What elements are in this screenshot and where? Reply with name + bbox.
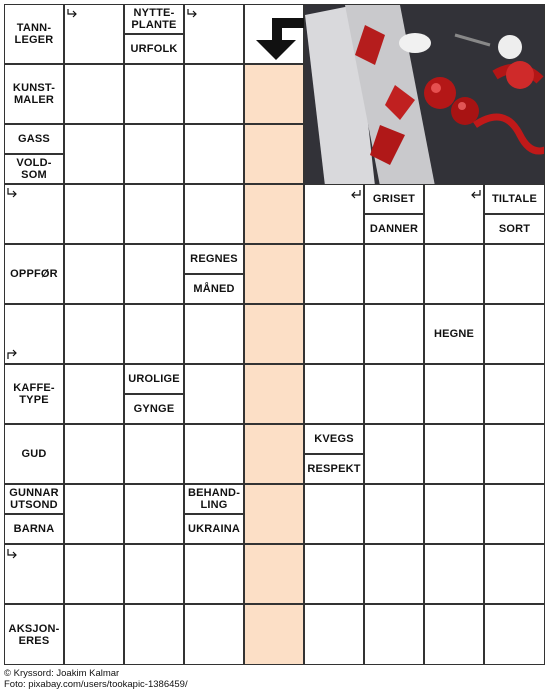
- clue-kaffetype: KAFFE- TYPE: [4, 364, 64, 424]
- answer-cell[interactable]: [124, 184, 184, 244]
- answer-cell[interactable]: [124, 424, 184, 484]
- answer-cell[interactable]: [184, 604, 244, 665]
- answer-cell[interactable]: [484, 304, 545, 364]
- arrow-left-down-icon: [469, 189, 481, 201]
- answer-cell[interactable]: [184, 124, 244, 184]
- clue-voldsom: VOLD- SOM: [4, 154, 64, 184]
- clue-tannleger: TANN- LEGER: [4, 4, 64, 64]
- solution-cell[interactable]: [244, 604, 304, 665]
- answer-cell[interactable]: [304, 484, 364, 544]
- clue-hegne: HEGNE: [424, 304, 484, 364]
- solution-cell[interactable]: [244, 64, 304, 124]
- answer-cell[interactable]: [184, 184, 244, 244]
- solution-cell[interactable]: [244, 544, 304, 604]
- solution-cell[interactable]: [244, 364, 304, 424]
- answer-cell[interactable]: [424, 604, 484, 665]
- answer-cell[interactable]: [424, 364, 484, 424]
- clue-urolige: UROLIGE: [124, 364, 184, 394]
- answer-cell[interactable]: [484, 244, 545, 304]
- answer-cell[interactable]: [364, 304, 424, 364]
- answer-cell[interactable]: [64, 544, 124, 604]
- answer-cell[interactable]: [124, 484, 184, 544]
- answer-cell[interactable]: [364, 424, 424, 484]
- crossword-board: [4, 4, 545, 665]
- clue-gynge: GYNGE: [124, 394, 184, 424]
- answer-cell[interactable]: [304, 604, 364, 665]
- clue-tiltale: TILTALE: [484, 184, 545, 214]
- arrow-down-right-icon: [7, 548, 19, 560]
- credit-photo: Foto: pixabay.com/users/tookapic-1386459/: [4, 679, 188, 690]
- answer-cell[interactable]: [64, 424, 124, 484]
- solution-cell[interactable]: [244, 304, 304, 364]
- clue-regnes: REGNES: [184, 244, 244, 274]
- answer-cell[interactable]: [64, 304, 124, 364]
- clue-aksjoneres: AKSJON- ERES: [4, 604, 64, 665]
- solution-cell[interactable]: [244, 124, 304, 184]
- clue-griset: GRISET: [364, 184, 424, 214]
- answer-cell[interactable]: [124, 304, 184, 364]
- clue-nytteplante: NYTTE- PLANTE: [124, 4, 184, 34]
- clue-danner: DANNER: [364, 214, 424, 244]
- solution-arrow-icon: [248, 14, 304, 62]
- answer-cell[interactable]: [64, 244, 124, 304]
- answer-cell[interactable]: [64, 484, 124, 544]
- answer-cell[interactable]: [424, 544, 484, 604]
- answer-cell[interactable]: [64, 184, 124, 244]
- answer-cell[interactable]: [304, 544, 364, 604]
- answer-cell[interactable]: [124, 544, 184, 604]
- christmas-ribbon-photo: [304, 4, 545, 185]
- answer-cell[interactable]: [184, 544, 244, 604]
- answer-cell[interactable]: [424, 484, 484, 544]
- answer-cell[interactable]: [364, 364, 424, 424]
- answer-cell[interactable]: [484, 364, 545, 424]
- clue-urfolk: URFOLK: [124, 34, 184, 64]
- answer-cell[interactable]: [364, 604, 424, 665]
- clue-behandling: BEHAND- LING: [184, 484, 244, 514]
- credit-crossword: © Kryssord: Joakim Kalmar: [4, 668, 120, 679]
- clue-gass: GASS: [4, 124, 64, 154]
- answer-cell[interactable]: [184, 364, 244, 424]
- answer-cell[interactable]: [304, 304, 364, 364]
- solution-cell[interactable]: [244, 484, 304, 544]
- clue-maned: MÅNED: [184, 274, 244, 304]
- answer-cell[interactable]: [424, 244, 484, 304]
- clue-sort: SORT: [484, 214, 545, 244]
- arrow-left-down-icon: [349, 189, 361, 201]
- answer-cell[interactable]: [124, 124, 184, 184]
- answer-cell[interactable]: [424, 424, 484, 484]
- credits: [4, 668, 188, 690]
- answer-cell[interactable]: [64, 604, 124, 665]
- answer-cell[interactable]: [484, 484, 545, 544]
- answer-cell[interactable]: [64, 364, 124, 424]
- clue-oppfor: OPPFØR: [4, 244, 64, 304]
- answer-cell[interactable]: [364, 244, 424, 304]
- clue-kvegs: KVEGS: [304, 424, 364, 454]
- solution-cell[interactable]: [244, 244, 304, 304]
- answer-cell[interactable]: [124, 244, 184, 304]
- answer-cell[interactable]: [304, 364, 364, 424]
- clue-gunnar-utsond: GUNNAR UTSOND: [4, 484, 64, 514]
- answer-cell[interactable]: [124, 64, 184, 124]
- arrow-right-down-icon: [187, 8, 199, 20]
- clue-respekt: RESPEKT: [304, 454, 364, 484]
- clue-ukraina: UKRAINA: [184, 514, 244, 544]
- answer-cell[interactable]: [184, 64, 244, 124]
- answer-cell[interactable]: [484, 604, 545, 665]
- answer-cell[interactable]: [124, 604, 184, 665]
- arrow-down-right-icon: [7, 187, 19, 199]
- answer-cell[interactable]: [484, 544, 545, 604]
- solution-cell[interactable]: [244, 424, 304, 484]
- answer-cell[interactable]: [64, 64, 124, 124]
- answer-cell[interactable]: [64, 124, 124, 184]
- answer-cell[interactable]: [484, 424, 545, 484]
- clue-gud: GUD: [4, 424, 64, 484]
- solution-cell[interactable]: [244, 184, 304, 244]
- answer-cell[interactable]: [364, 484, 424, 544]
- clue-kunstmaler: KUNST- MALER: [4, 64, 64, 124]
- arrow-right-down-icon: [67, 8, 79, 20]
- clue-barna: BARNA: [4, 514, 64, 544]
- answer-cell[interactable]: [364, 544, 424, 604]
- answer-cell[interactable]: [304, 244, 364, 304]
- answer-cell[interactable]: [184, 424, 244, 484]
- arrow-up-right-icon: [7, 348, 19, 360]
- answer-cell[interactable]: [184, 304, 244, 364]
